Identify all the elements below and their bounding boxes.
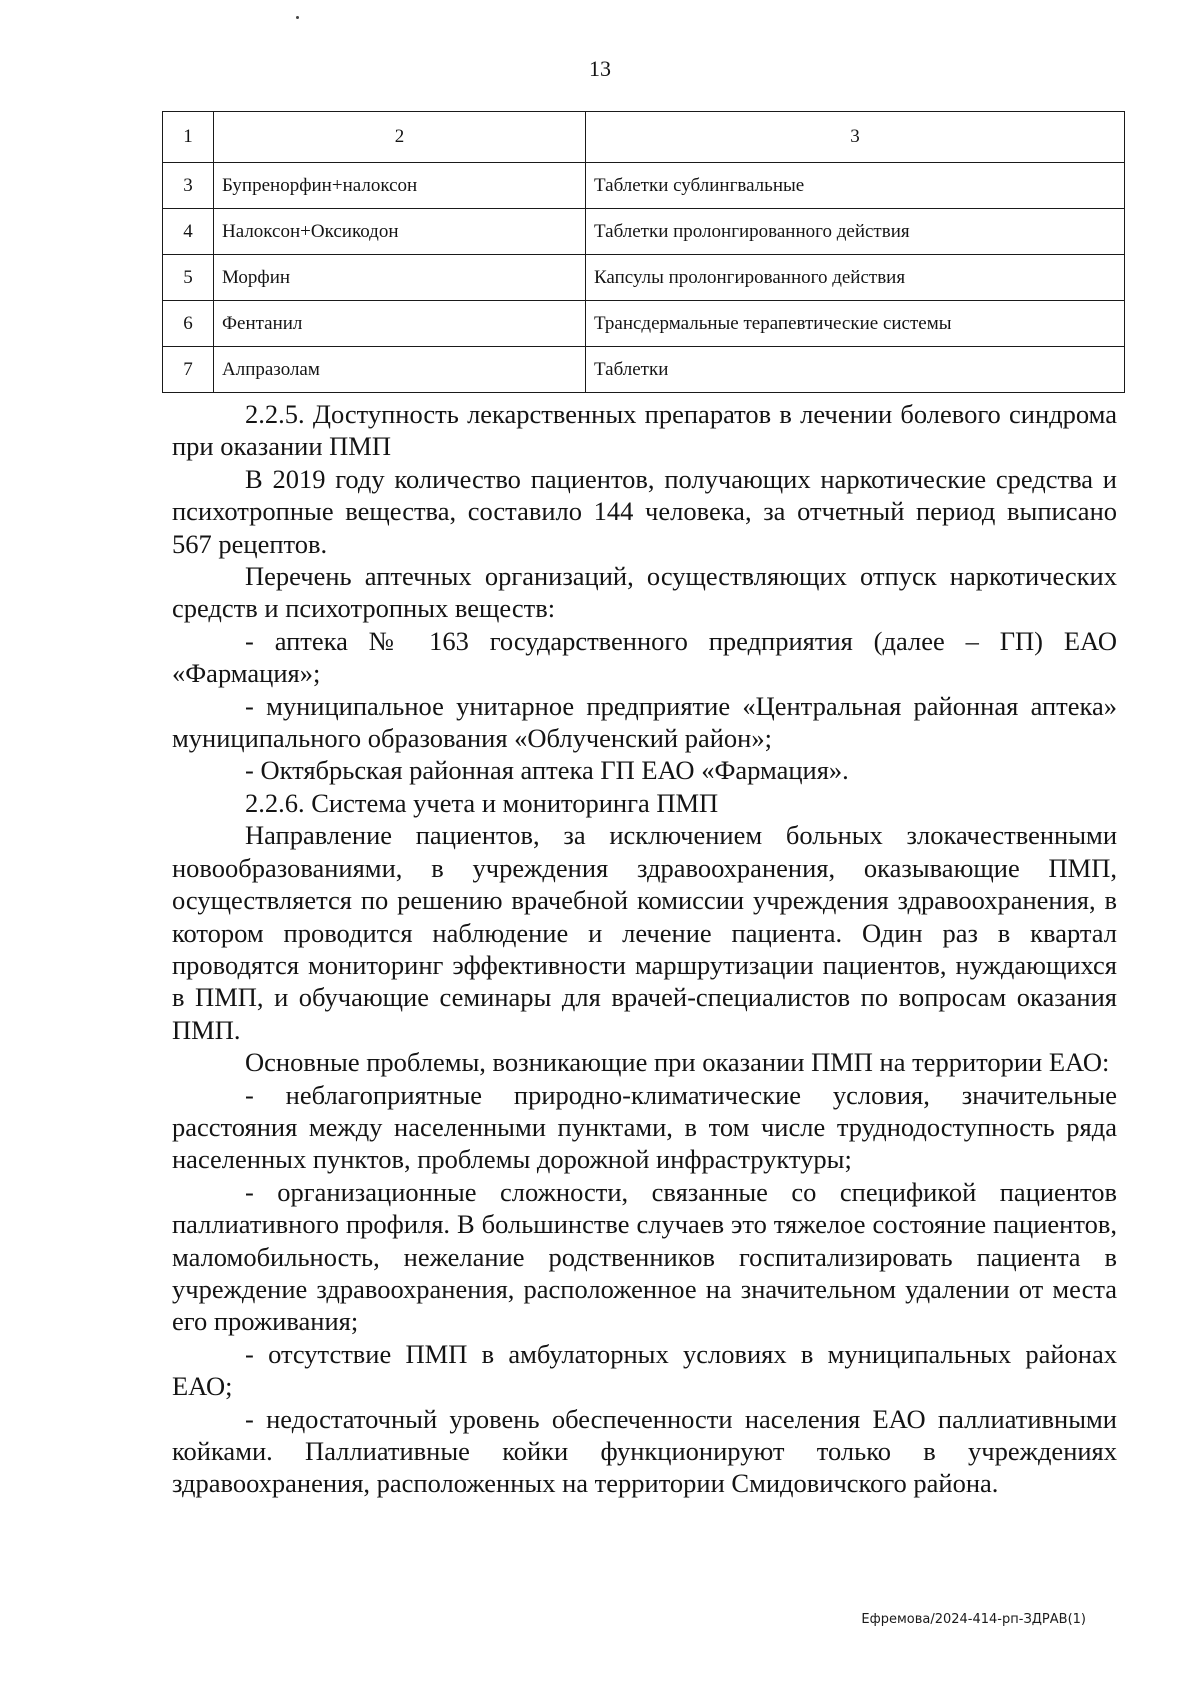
page-number: 13	[589, 56, 611, 81]
drug-name: Бупренорфин+налоксон	[214, 163, 586, 209]
row-number: 5	[163, 255, 214, 301]
drug-name: Морфин	[214, 255, 586, 301]
dosage-form: Таблетки	[586, 347, 1125, 393]
table-header-row	[163, 112, 1125, 163]
drug-name: Фентанил	[214, 301, 586, 347]
section-heading-2-2-5: 2.2.5. Доступность лекарственных препаратов в лечении болевого синдрома при оказании ПМП	[172, 399, 1117, 462]
row-number: 6	[163, 301, 214, 347]
dosage-form: Капсулы пролонгированного действия	[586, 255, 1125, 301]
drug-table	[162, 111, 1125, 393]
row-number: 7	[163, 347, 214, 393]
paragraph-pharmacy-list-intro: Перечень аптечных организаций, осуществляющих отпуск наркотических средств и психотропных веществ:	[172, 561, 1117, 624]
section-heading-2-2-6: 2.2.6. Система учета и мониторинга ПМП	[245, 787, 719, 818]
row-number: 4	[163, 209, 214, 255]
dosage-form: Таблетки пролонгированного действия	[586, 209, 1125, 255]
dosage-form: Трансдермальные терапевтические системы	[586, 301, 1125, 347]
list-item-central-district-pharmacy: - муниципальное унитарное предприятие «Центральная районная аптека» муниципального образования «Облученский район»;	[172, 690, 1117, 754]
table-row	[163, 301, 1125, 347]
drug-name: Алпразолам	[214, 347, 586, 393]
list-item-oktyabrskaya-pharmacy: - Октябрьская районная аптека ГП ЕАО «Фармация».	[245, 755, 849, 786]
scan-speck	[296, 16, 299, 19]
table-row	[163, 347, 1125, 393]
header-cell-2: 2	[214, 112, 586, 163]
list-item-pharmacy-163: - аптека № 163 государственного предприятия (далее – ГП) ЕАО «Фармация»;	[172, 625, 1117, 689]
paragraph-main-problems-intro: Основные проблемы, возникающие при оказании ПМП на территории ЕАО:	[245, 1047, 1110, 1078]
document-footer-id: Ефремова/2024-414-рп-ЗДРАВ(1)	[861, 1612, 1086, 1627]
drug-name: Налоксон+Оксикодон	[214, 209, 586, 255]
list-item-no-outpatient-care: - отсутствие ПМП в амбулаторных условиях в муниципальных районах ЕАО;	[172, 1338, 1117, 1402]
paragraph-patients-2019: В 2019 году количество пациентов, получающих наркотические средства и психотропные вещества, составило 144 человека, за отчетный период выписано 567 рецептов.	[172, 463, 1117, 559]
header-cell-3: 3	[586, 112, 1125, 163]
list-item-organizational-difficulties: - организационные сложности, связанные со спецификой пациентов паллиативного профиля. В большинстве случаев это тяжелое состояние пациентов, маломобильность, нежелание родственников госпитализировать пациента в учреждение здравоохранения, расположенное на значительном удалении от места его проживания;	[172, 1176, 1117, 1337]
header-cell-1: 1	[163, 112, 214, 163]
paragraph-patient-routing: Направление пациентов, за исключением больных злокачественными новообразованиями, в учреждения здравоохранения, оказывающие ПМП, осуществляется по решению врачебной комиссии учреждения здравоохранения, в котором проводится наблюдение и лечение пациента. Один раз в квартал проводятся мониторинг эффективности маршрутизации пациентов, нуждающихся в ПМП, и обучающие семинары для врачей-специалистов по вопросам оказания ПМП.	[172, 820, 1117, 1045]
dosage-form: Таблетки сублингвальные	[586, 163, 1125, 209]
table-row	[163, 209, 1125, 255]
list-item-climate-conditions: - неблагоприятные природно-климатические условия, значительные расстояния между населенными пунктами, в том числе труднодоступность ряда населенных пунктов, проблемы дорожной инфраструктуры;	[172, 1079, 1117, 1175]
document-body	[172, 398, 1117, 1500]
list-item-insufficient-beds: - недостаточный уровень обеспеченности населения ЕАО паллиативными койками. Паллиативные койки функционируют только в учреждениях здравоохранения, расположенных на территории Смидовичского района.	[172, 1403, 1117, 1499]
table-row	[163, 255, 1125, 301]
table-row	[163, 163, 1125, 209]
row-number: 3	[163, 163, 214, 209]
